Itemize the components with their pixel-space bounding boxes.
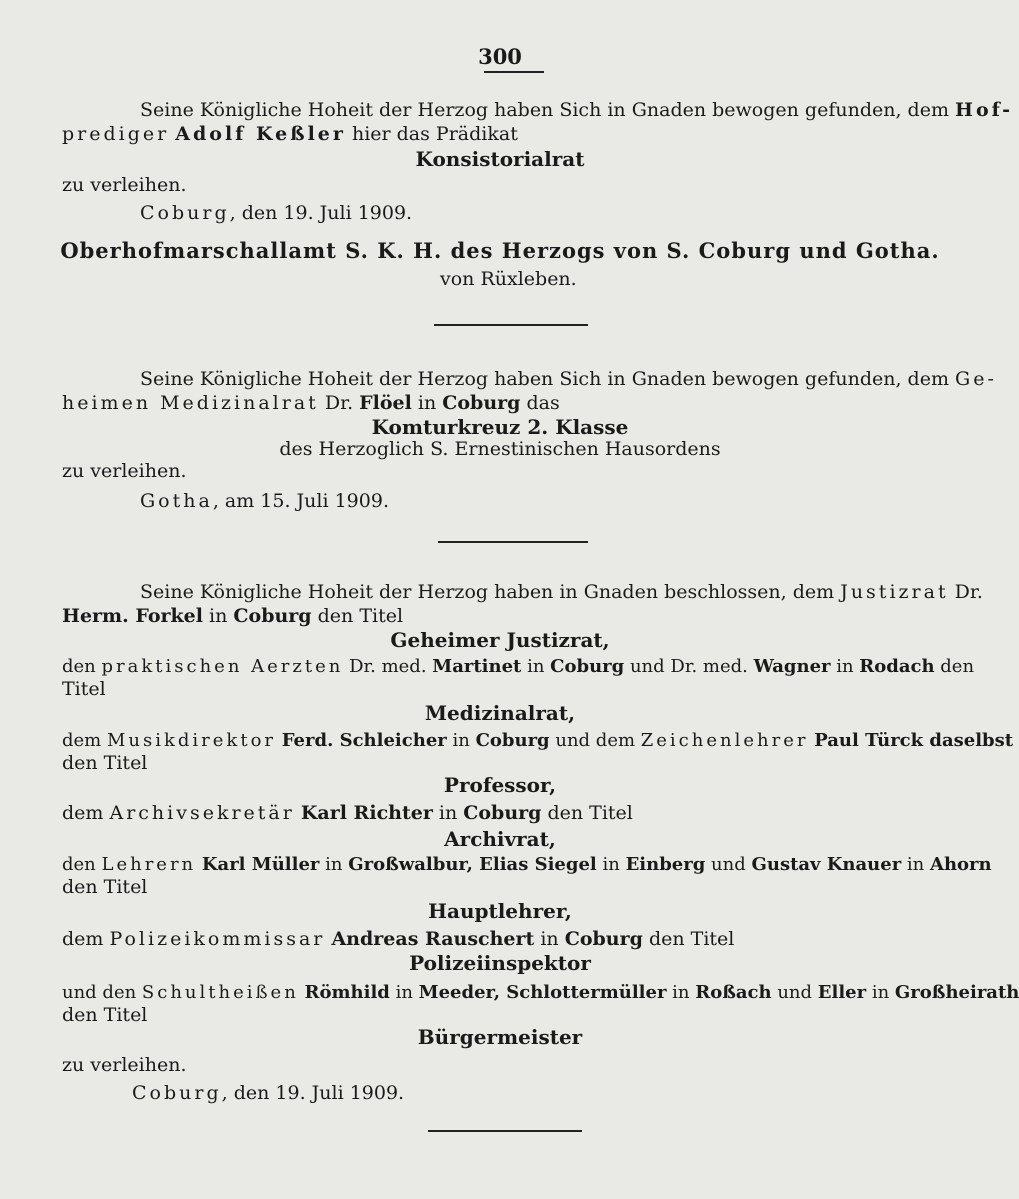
text: den Titel — [311, 605, 404, 627]
text: Seine Königliche Hoheit der Herzog haben in Gnaden beschlossen, dem — [140, 581, 841, 603]
place: Coburg — [132, 1082, 222, 1104]
date: , den 19. Juli 1909. — [229, 202, 413, 224]
place: Coburg — [140, 202, 230, 224]
s2-line-3: des Herzoglich S. Ernestinischen Hausordens — [279, 438, 721, 460]
s3-line-7 — [62, 800, 633, 826]
place: Coburg — [550, 656, 625, 677]
s3-line-11 — [62, 980, 1019, 1006]
text: in — [901, 854, 930, 875]
place: Coburg — [475, 730, 550, 751]
text: in — [389, 982, 419, 1003]
place: Coburg — [442, 392, 521, 414]
text: den Titel — [642, 928, 735, 950]
text: in — [432, 802, 464, 824]
s3-line-6: den Titel — [62, 752, 148, 774]
date: , den 19. Juli 1909. — [221, 1082, 405, 1104]
text: und — [705, 854, 752, 875]
text: und den — [62, 982, 142, 1003]
s3-line-5 — [62, 728, 1013, 754]
text: prediger — [62, 123, 170, 145]
text: in — [411, 392, 443, 414]
s3-title-7: Bürgermeister — [417, 1025, 583, 1049]
person-name: Adolf Keßler — [175, 123, 346, 145]
text: Hof- — [955, 99, 1014, 121]
place: Ahorn — [930, 854, 992, 875]
text: Archivsekretär — [109, 802, 295, 824]
text: in — [534, 928, 565, 950]
person-name: Eller — [817, 982, 867, 1003]
s1-line-3: zu verleihen. — [62, 174, 187, 196]
person-name: Martinet — [432, 656, 522, 677]
text: in — [830, 656, 860, 677]
text: dem — [62, 730, 107, 751]
s2-line-4: zu verleihen. — [62, 460, 187, 482]
text: Musikdirektor — [106, 730, 277, 751]
text: Dr. — [318, 392, 360, 414]
s3-line-1 — [140, 579, 983, 605]
s3-dateline — [132, 1080, 404, 1106]
s3-title-3: Professor, — [443, 773, 557, 797]
person-name: Römhild — [304, 982, 390, 1003]
text: den — [934, 656, 975, 677]
place: Gotha — [140, 490, 213, 512]
s2-title: Komturkreuz 2. Klasse — [371, 415, 629, 439]
s2-line-2 — [62, 390, 560, 416]
text: in — [319, 854, 349, 875]
section-divider — [428, 1130, 582, 1132]
text: in — [596, 854, 626, 875]
person-name: Wagner — [753, 656, 831, 677]
s1-signer: von Rüxleben. — [440, 268, 577, 290]
text: den Titel — [541, 802, 633, 824]
person-name: Paul Türck daselbst — [814, 730, 1014, 751]
person-name: Ferd. Schleicher — [281, 730, 447, 751]
text: praktischen Aerzten — [101, 656, 344, 677]
person-name: Herm. Forkel — [62, 605, 203, 627]
text: Meeder, Schlottermüller — [418, 982, 667, 1003]
text: heimen Medizinalrat — [62, 392, 319, 414]
s1-line-2 — [62, 121, 518, 147]
text: und dem — [549, 730, 641, 751]
s1-title: Konsistorialrat — [415, 147, 585, 171]
s3-title-2: Medizinalrat, — [424, 701, 576, 725]
text: in — [203, 605, 234, 627]
s3-title-4: Archivrat, — [444, 827, 556, 851]
place: Einberg — [625, 854, 706, 875]
s2-line-1 — [140, 366, 997, 392]
text: in — [521, 656, 551, 677]
section-divider — [438, 541, 588, 543]
s3-line-10 — [62, 926, 734, 952]
text: Zeichenlehrer — [640, 730, 809, 751]
person-name: Flöel — [359, 392, 412, 414]
s3-line-9: den Titel — [62, 876, 148, 898]
s1-office: Oberhofmarschallamt S. K. H. des Herzogs von S. Coburg und Gotha. — [60, 238, 940, 263]
text: in — [866, 982, 895, 1003]
s1-dateline — [140, 200, 412, 226]
s1-line-1 — [140, 97, 1013, 123]
place: Großheirath — [894, 982, 1019, 1003]
page-number-rule — [484, 71, 544, 73]
text: dem — [62, 928, 110, 950]
place: Coburg — [233, 605, 312, 627]
text: Justizrat — [840, 581, 949, 603]
section-divider — [434, 324, 588, 326]
text: Schultheißen — [141, 982, 299, 1003]
text: Polizeikommissar — [109, 928, 326, 950]
text: dem — [62, 802, 110, 824]
text: Großwalbur, Elias Siegel — [348, 854, 597, 875]
place: Roßach — [695, 982, 772, 1003]
text: Seine Königliche Hoheit der Herzog haben Sich in Gnaden bewogen gefunden, dem — [140, 368, 956, 390]
person-name: Gustav Knauer — [751, 854, 902, 875]
text: den — [62, 854, 102, 875]
text: Seine Königliche Hoheit der Herzog haben Sich in Gnaden bewogen gefunden, dem — [140, 99, 956, 121]
s3-line-4: Titel — [62, 678, 106, 700]
text: das — [520, 392, 560, 414]
text: und Dr. med. — [624, 656, 754, 677]
date: , am 15. Juli 1909. — [212, 490, 389, 512]
s2-dateline — [140, 488, 389, 514]
s3-line-2 — [62, 603, 403, 629]
text: den — [62, 656, 102, 677]
text: Ge- — [955, 368, 997, 390]
text: Dr. — [948, 581, 983, 603]
s3-line-3 — [62, 654, 974, 680]
text: hier das Prädikat — [345, 123, 518, 145]
text: Dr. med. — [343, 656, 433, 677]
s3-title-6: Polizeiinspektor — [409, 951, 591, 975]
text: und — [771, 982, 818, 1003]
person-name: Karl Müller — [201, 854, 320, 875]
place: Rodach — [859, 656, 935, 677]
page-number: 300 — [478, 44, 522, 69]
place: Coburg — [564, 928, 643, 950]
s3-line-8 — [62, 852, 992, 878]
text: in — [666, 982, 696, 1003]
text: Lehrern — [101, 854, 197, 875]
s3-title-5: Hauptlehrer, — [428, 899, 572, 923]
s3-line-13: zu verleihen. — [62, 1054, 187, 1076]
s3-title-1: Geheimer Justizrat, — [390, 628, 610, 652]
person-name: Karl Richter — [300, 802, 433, 824]
person-name: Andreas Rauschert — [331, 928, 535, 950]
text: in — [446, 730, 476, 751]
place: Coburg — [463, 802, 542, 824]
s3-line-12: den Titel — [62, 1004, 148, 1026]
